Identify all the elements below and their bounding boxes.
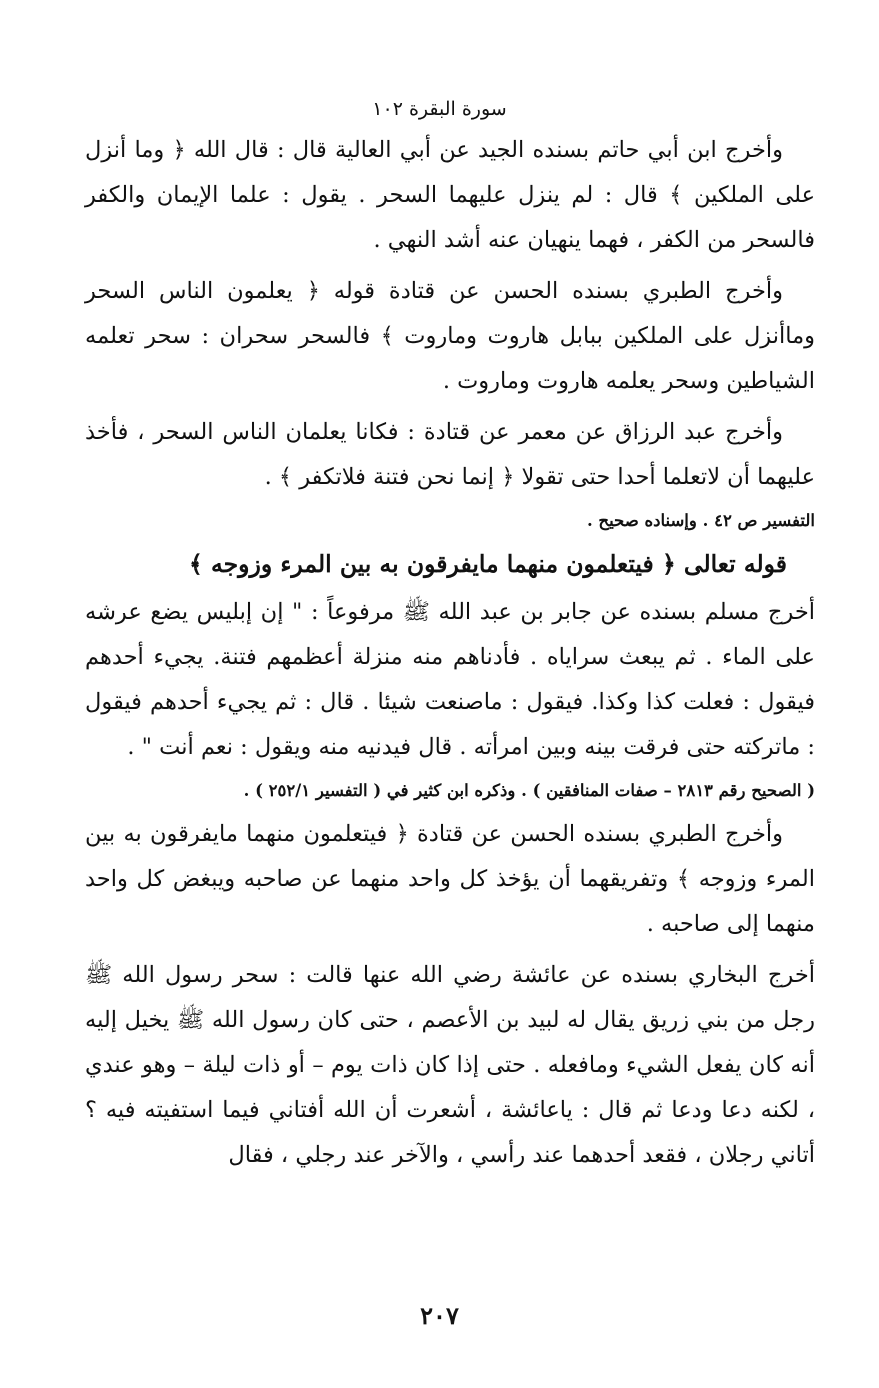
paragraph-abdurrazzaq: وأخرج عبد الرزاق عن معمر عن قتادة : فكانا يعلمان الناس السحر ، فأخذ عليهما أن لاتعلما أحدا حتى تقولا ﴿ إنما نحن فتنة فلاتكفر ﴾ . (85, 419, 815, 490)
page-body (85, 128, 815, 1184)
paragraph-muslim-hadith: أخرج مسلم بسنده عن جابر بن عبد الله ﷺ مرفوعاً : " إن إبليس يضع عرشه على الماء . ثم يبعث سراياه . فأدناهم منه منزلة أعظمهم فتنة. يجيء أحدهم فيقول : فعلت كذا وكذا. فيقول : ماصنعت شيئا . قال : ثم يجيء أحدهم فيقول : ماتركته حتى فرقت بينه وبين امرأته . قال فيدنيه منه ويقول : نعم أنت " . (85, 599, 815, 760)
paragraph-bukhari-hadith: أخرج البخاري بسنده عن عائشة رضي الله عنها قالت : سحر رسول الله ﷺ رجل من بني زريق يقال له لبيد بن الأعصم ، حتى كان رسول الله ﷺ يخيل إليه أنه كان يفعل الشيء ومافعله . حتى إذا كان ذات يوم – أو ذات ليلة – وهو عندي ، لكنه دعا ودعا ثم قال : ياعائشة ، أشعرت أن الله أفتاني فيما استفيته فيه ؟ أتاني رجلان ، فقعد أحدهما عند رأسي ، والآخر عند رجلي ، فقال (85, 962, 815, 1168)
paragraph-ibn-abi-hatim: وأخرج ابن أبي حاتم بسنده الجيد عن أبي العالية قال : قال الله ﴿ وما أنزل على الملكين ﴾ قال : لم ينزل عليهما السحر . يقول : علما الإيمان والكفر فالسحر من الكفر ، فهما ينهيان عنه أشد النهي . (85, 137, 815, 253)
paragraph-tabari-separation: وأخرج الطبري بسنده الحسن عن قتادة ﴿ فيتعلمون منهما مايفرقون به بين المرء وزوجه ﴾ وتفريقهما أن يؤخذ كل واحد منهما عن صاحبه ويبغض كل واحد منهما إلى صاحبه . (85, 821, 815, 937)
section-heading: قوله تعالى ﴿ فيتعلمون منهما مايفرقون به بين المرء وزوجه ﴾ (189, 550, 787, 578)
page-number: ٢٠٧ (420, 1301, 459, 1330)
running-header: سورة البقرة ١٠٢ (372, 98, 507, 120)
paragraph-tabari-qatada: وأخرج الطبري بسنده الحسن عن قتادة قوله ﴿ يعلمون الناس السحر وماأنزل على الملكين ببابل هاروت وماروت ﴾ فالسحر سحران : سحر تعلمه الشياطين وسحر يعلمه هاروت وماروت . (85, 278, 815, 394)
source-note: التفسير ص ٤٢ . وإسناده صحيح . (586, 511, 815, 530)
source-note: ( الصحيح رقم ٢٨١٣ – صفات المنافقين ) . وذكره ابن كثير في ( التفسير ٢٥٢/١ ) . (243, 781, 815, 800)
